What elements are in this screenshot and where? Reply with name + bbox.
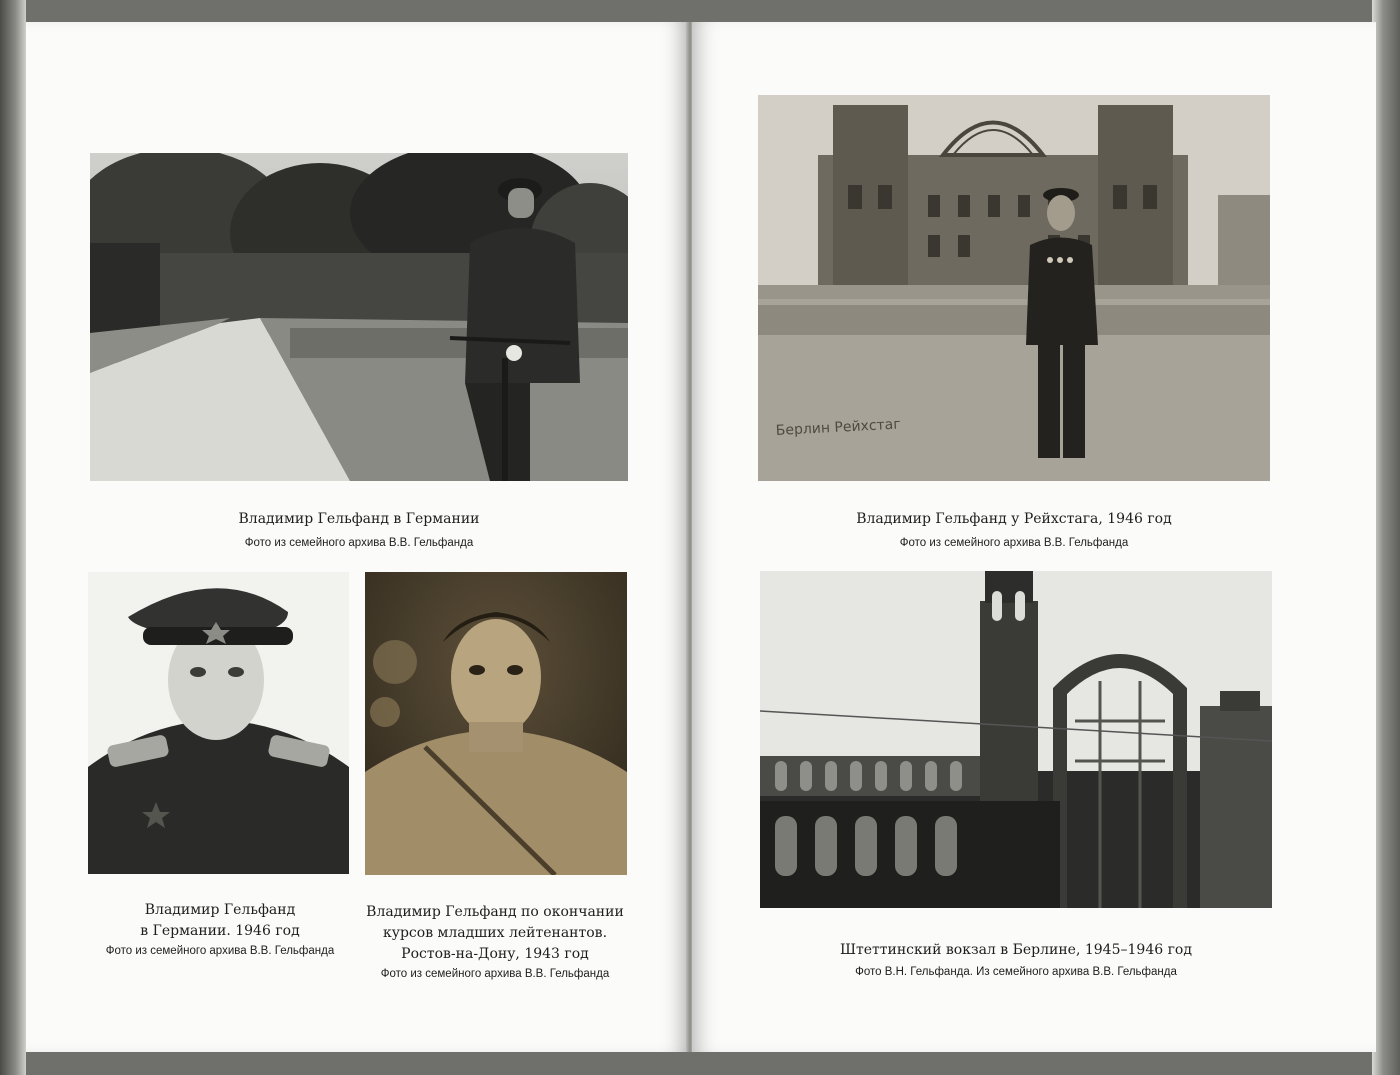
- handwriting-overlay: Берлин Рейхстаг: [775, 416, 902, 439]
- photo-4-credit: Фото из семейного архива В.В. Гельфанда: [899, 537, 1129, 549]
- photo-5-credit: Фото В.Н. Гельфанда. Из семейного архива В.В. Гельфанда: [855, 966, 1177, 978]
- book-cover-right-edge: [1372, 0, 1400, 1075]
- photo-2-credit: Фото из семейного архива В.В. Гельфанда: [105, 945, 335, 957]
- photo-bicycle: [90, 153, 628, 481]
- photo-2-title-line2: в Германии. 1946 год: [140, 923, 300, 939]
- portrait-officer-cap-photo-icon: [88, 572, 349, 874]
- book-cover-left-edge: [0, 0, 26, 1075]
- photo-officer-portrait: [88, 572, 349, 874]
- photo-3-credit: Фото из семейного архива В.В. Гельфанда: [380, 968, 610, 980]
- photo-5-title: Штеттинский вокзал в Берлине, 1945–1946 год: [840, 942, 1192, 958]
- photo-reichstag: [758, 95, 1270, 481]
- photo-3-title-line3: Ростов-на-Дону, 1943 год: [401, 946, 589, 962]
- photo-stettin-station: [760, 571, 1272, 908]
- photo-1-credit: Фото из семейного архива В.В. Гельфанда: [244, 537, 474, 549]
- reichstag-soldier-photo-icon: [758, 95, 1270, 481]
- photo-3-title-line1: Владимир Гельфанд по окончании: [366, 904, 624, 920]
- photo-1-title: Владимир Гельфанд в Германии: [238, 511, 480, 527]
- man-on-bicycle-photo-icon: [90, 153, 628, 481]
- photo-young-soldier-portrait: [365, 572, 627, 875]
- stettin-station-ruins-photo-icon: [760, 571, 1272, 908]
- photo-3-title-line2: курсов младших лейтенантов.: [382, 925, 608, 941]
- photo-4-title: Владимир Гельфанд у Рейхстага, 1946 год: [856, 511, 1172, 527]
- portrait-young-soldier-photo-icon: [365, 572, 627, 875]
- photo-2-title-line1: Владимир Гельфанд: [144, 902, 296, 918]
